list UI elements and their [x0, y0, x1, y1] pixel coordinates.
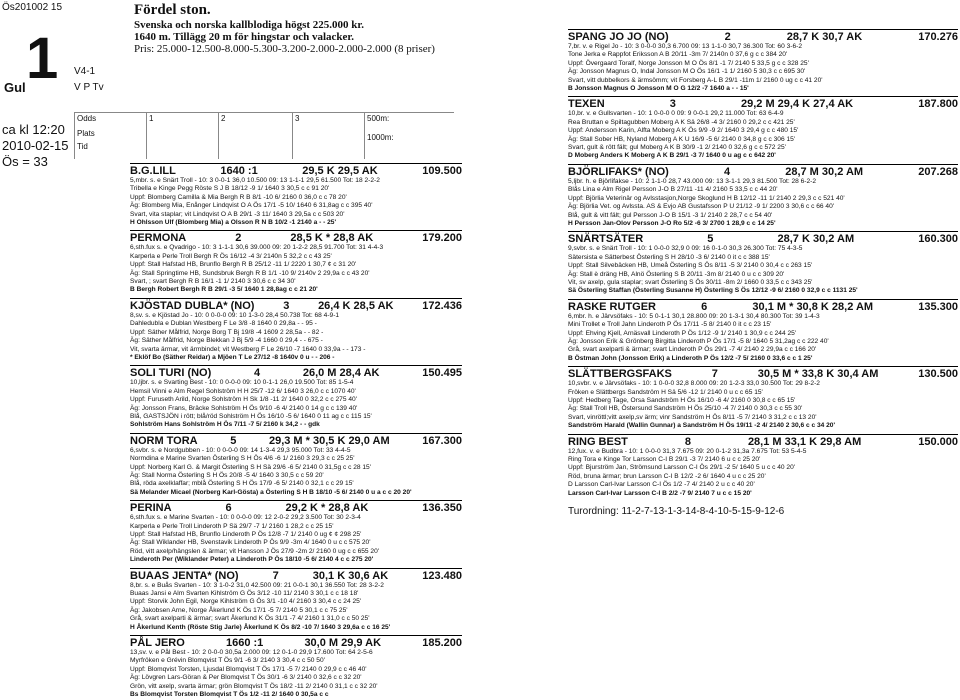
horse-entry	[568, 299, 958, 363]
race-color: Gul	[4, 80, 26, 95]
horse-name: RASKE RUTGER	[568, 300, 657, 313]
horse-earnings: 185.200	[422, 637, 462, 650]
horse-earnings: 207.268	[918, 165, 958, 178]
horse-record: 30,5 M * 33,8 K 30,4 AM	[757, 368, 879, 381]
race-header	[134, 2, 454, 55]
horse-entry	[568, 96, 958, 160]
horse-odds: 2	[724, 31, 731, 43]
horse-line: Äg: Stall Springtime HB, Sundsbruk Bergh R B 1/1 -10 9/ 2140v 2 29,9a c c 43 20'	[130, 269, 370, 277]
horse-earnings: 187.800	[918, 98, 958, 111]
horse-line: Blå, GASTSJÖN i rött; blå/röd Sohlström H Ös 16/10 -5 6/ 1640 0 11 ag c c 115 15'	[130, 412, 372, 420]
horse-line: Svart, ; svart Bergh R B 16/1 -1 1/ 2140 3 30,6 c c 34 30'	[130, 278, 296, 286]
horse-line: Uppf: Bjurström Jan, Strömsund Larsson C-I Ös 29/1 -2 5/ 1640 5 u c c 40 20'	[568, 464, 796, 472]
horse-line: Normdina e Marine Svarten Österling S H Ös 4/6 -6 1/ 2160 3 29,3 c c 25 25'	[130, 455, 355, 463]
turordning: Turordning: 11-2-7-13-1-3-14-8-4-10-5-15-9-12-6	[568, 506, 785, 517]
horse-line: Uppf: Hedberg Tage, Orsa Sandström H Ös 16/10 -6 4/ 2160 0 30,8 c c 65 15'	[568, 397, 796, 404]
horse-header	[130, 500, 462, 514]
horse-record: 29,2 K * 28,8 AK	[285, 502, 369, 515]
horse-line: 5,mbr. s. e Snärt Troll - 10: 3 0-0-1 36,0 10.500 09: 13 1-1-1 29,5 61.500 Tot: 18 2-2-2	[130, 177, 380, 184]
horse-header	[130, 635, 462, 649]
horse-line: B Bergh Robert Bergh R B 29/1 -3 5/ 1640 1 28,8ag c c 21 20'	[130, 286, 318, 294]
horse-line: Svart, vita staplar; vit Lindqvist O A B 29/1 -3 11/ 1640 3 29,5a c c 503 20'	[130, 210, 345, 218]
horse-header	[568, 96, 958, 110]
horse-name: BUAAS JENTA* (NO)	[130, 569, 239, 582]
plats-label: Plats	[77, 129, 95, 138]
v4-label: V4-1	[74, 66, 96, 77]
horse-odds: 2	[235, 232, 242, 245]
horse-header	[568, 164, 958, 178]
horse-entry	[568, 29, 958, 93]
horse-odds: 5	[707, 233, 714, 246]
horse-line: Mini Trollet e Troll Jahn Linderoth P Ös 17/11 -5 8/ 2140 0 it c c 23 15'	[568, 321, 772, 329]
horse-line: Sätersista e Sätterbest Österling S H 28/10 -3 6/ 2140 0 it c c 388 15'	[568, 253, 770, 261]
horse-odds: 5	[230, 434, 237, 447]
horse-earnings: 170.276	[918, 31, 958, 43]
horse-line: * Eklöf Bo (Säther Reidar) a Mjöen T Le 27/12 -8 1640v 0 u - - 206 -	[130, 353, 335, 361]
horse-line: Äg: Blomberg Mia, Enånger Lindqvist O A Ös 17/1 -5 10/ 1640 6 31,8ag c c 395 40'	[130, 202, 373, 210]
horse-record: 26,0 M 28,4 AK	[302, 367, 380, 380]
horse-line: Grön, vitt axelp, svarta ärmar; grön Blomqvist T Ös 18/2 -11 2/ 2140 0 31,1 c c 32 20'	[130, 682, 378, 690]
vptv-label: V P Tv	[74, 82, 104, 93]
horse-entry	[568, 231, 958, 295]
horse-line: 5,ljbr. h. e Björlifakse - 10: 2 1-1-0 28,7 43.000 09: 13 3-1-1 29,3 81.500 Tot: 28 6-2-2	[568, 177, 817, 185]
horse-line: Äg: Jonsson Erik & Grönberg Birgitta Linderoth P Ös 17/1 -5 8/ 1640 5 31,2ag c c 222 40'	[568, 337, 829, 345]
race-prizes: Pris: 25.000-12.500-8.000-5.300-3.200-2.000-2.000-2.000 (8 priser)	[134, 43, 435, 55]
horse-entry	[568, 434, 958, 498]
horse-line: Äg: Björlia Vet. og Avlssta. AS & Evjo AB Gustafsson P U 21/12 -9 1/ 2200 3 30,6 c c 66 40'	[568, 203, 835, 211]
horse-line: Röd, vitt axelp/hängslen & ärmar; vit Hansson J Ös 27/9 -2m 2/ 2160 0 ug c c 655 20'	[130, 547, 380, 555]
horse-entry	[130, 433, 462, 497]
horse-line: Äg: Jonsson Frans, Bräcke Sohlström H Ös 9/10 -6 4/ 2140 0 14 g c c 139 40'	[130, 404, 358, 412]
horse-line: 10,br. v. e Gullsvarten - 10: 1 0-0-0 0 09: 9 0-0-1 29,2 11.000 Tot: 63 6-4-9	[568, 110, 784, 118]
race-date: 2010-02-15	[2, 138, 69, 153]
race-time: ca kl 12:20	[2, 122, 65, 137]
horse-odds: 4	[254, 367, 261, 380]
horse-line: Grå, svart axelparti & ärmar; svart Åkerlund K Ös 31/1 -7 4/ 2160 1 31,0 c c 50 25'	[130, 615, 370, 623]
page-number: Ös201002 15	[2, 2, 63, 13]
horse-line: Hemsil Vinni e Alm Regel Sohlström H H 25/7 -12 6/ 1640 3 26,0 c c 1070 40'	[130, 387, 356, 395]
horse-line: Uppf: Blomberg Camilla & Mia Bergh R B 8/1 -10 6/ 2160 0 36,0 c c 78 20'	[130, 193, 347, 201]
horse-name: RING BEST	[568, 435, 628, 448]
horse-name: TEXEN	[568, 98, 605, 111]
horse-header	[130, 433, 462, 447]
grid-labels	[74, 113, 146, 159]
horse-line: Svart, vitt dubbelkors & ärmsömm; vit Forsberg A-L B 29/1 -11m 1/ 2160 0 ug c c 41 20'	[568, 76, 823, 84]
horse-line: Svart, gult & rött fält; gul Moberg A K B 30/9 -1 2/ 2140 0 32,6 g c c 572 25'	[568, 144, 786, 152]
race-distance: 1640 m. Tillägg 20 m för hingstar och valacker.	[134, 31, 355, 43]
horse-line: Karperla e Perle Troll Bergh R Ös 16/12 -4 3/ 2140n 5 32,2 c c 43 25'	[130, 252, 332, 260]
horse-earnings: 123.480	[422, 569, 462, 582]
horse-line: Larsson Carl-Ivar Larsson C-I B 2/2 -7 9/ 2140 7 u c c 15 20'	[568, 489, 752, 497]
horse-record: 28,5 K * 28,8 AK	[290, 232, 374, 245]
horse-record: 28,7 K 30,2 AM	[777, 233, 855, 246]
race-number: 1	[26, 26, 59, 91]
horse-line: Äg: Stall Sober HB, Nyland Moberg A K U 16/9 -5 6/ 2140 0 34,8 g c c 306 15'	[568, 135, 796, 143]
horse-line: 6,sth.fux s. e Qvadrigo - 10: 3 1-1-1 30,6 39.000 09: 20 1-2-2 28,5 91.700 Tot: 31 4-4-3	[130, 244, 384, 252]
horse-line: 7,br. v. e Rigel Jo - 10: 3 0-0-0 30,3 6.700 09: 13 1-1-0 30,7 36.300 Tot: 60 3-6-2	[568, 43, 802, 50]
horse-line: H Åkerlund Kenth (Röste Stig Jarle) Åkerlund K Ös 8/2 -10 7/ 1640 3 29,6a c c 16 25'	[130, 623, 391, 631]
horse-name: SPANG JO JO (NO)	[568, 31, 669, 43]
horse-entry	[130, 635, 462, 699]
horse-line: Dahledubla e Dublan Westberg F Le 3/8 -8 1640 0 29,8a - - 95 -	[130, 320, 317, 328]
horse-header	[568, 434, 958, 448]
horse-line: Röd, bruna ärmar; brun Larsson C-I B 12/2 -2 6/ 1640 4 u c c 25 20'	[568, 472, 766, 480]
horse-line: Äg: Stall Troll HB, Östersund Sandström H Ös 25/10 -4 7/ 2140 0 30,3 c c 55 30'	[568, 405, 803, 413]
horse-line: 10,svbr. v. e Järvsöfaks - 10: 1 0-0-0 32,8 8.000 09: 20 1-2-3 33,0 30.500 Tot: 29 8-2-2	[568, 380, 820, 388]
horse-line: Uppf: Övergaard Toralf, Norge Jonsson M O Ös 8/1 -1 7/ 2140 5 33,5 g c c 328 25'	[568, 59, 809, 67]
horse-record: 29,5 K 29,5 AK	[302, 165, 378, 177]
horse-line: Äg: Jonsson Magnus O, Indal Jonsson M O Ös 16/1 -1 1/ 2160 5 30,3 c c 695 30'	[568, 68, 806, 76]
horse-line: Sohlström Hans Sohlström H Ös 7/11 -7 5/ 2160 k 34,2 - - gdk	[130, 421, 320, 429]
horse-earnings: 109.500	[422, 165, 462, 177]
horse-odds: 4	[723, 165, 731, 178]
horse-line: Linderoth Per (Wiklander Peter) a Linderoth P Ös 18/10 -5 6/ 2140 4 c c 275 20'	[130, 556, 374, 564]
horse-line: Uppf: Säther Målfrid, Norge Borg T Bj 19/8 -4 1609 2 28,5a - - 82 -	[130, 328, 324, 336]
horse-odds: 8	[684, 435, 691, 448]
horse-name: SNÄRTSÄTER	[568, 233, 644, 246]
horse-odds: 1640 :1	[220, 165, 258, 177]
race-info	[2, 122, 69, 170]
horse-line: Uppf: Furuseth Arild, Norge Sohlström H Sk 1/8 -11 2/ 1640 0 32,2 c c 275 40'	[130, 396, 357, 404]
horse-line: Karperla e Perle Troll Linderoth P Sä 29/7 -7 1/ 2160 1 28,2 c c 25 15'	[130, 522, 334, 530]
horse-line: Äg: Lövgren Lars-Göran & Per Blomqvist T Ös 30/1 -6 3/ 2140 0 32,6 c c 32 20'	[130, 674, 362, 682]
horse-odds: 7	[711, 368, 718, 381]
horse-line: Tribella e Kinge Pegg Röste S J B 18/12 -9 1/ 1640 3 30,5 c c 91 20'	[130, 185, 330, 193]
horse-line: Uppf: Ehving Kjell, Arnäsvall Linderoth P Ös 1/12 -9 1/ 2140 1 30,9 c c 244 25'	[568, 329, 797, 337]
horse-line: Uppf: Stall Hafstad HB, Brunflo Bergh R B 25/12 -11 1/ 2220 1 30,7 ¢ c 31 20'	[130, 261, 357, 269]
horse-earnings: 167.300	[422, 434, 462, 447]
horse-earnings: 172.436	[422, 299, 462, 312]
horse-line: 9,svbr. s. e Snärt Troll - 10: 1 0-0-0 32,9 0 09: 16 0-1-0 30,3 26.300 Tot: 75 4-3-5	[568, 245, 803, 253]
odds-label: Odds	[77, 114, 97, 123]
horse-line: D Moberg Anders K Moberg A K B 29/1 -3 7/ 1640 0 u ag c c 642 20'	[568, 152, 776, 160]
horse-line: Äg: Stall Wiklander HB, Svenstavik Linderoth P Ös 9/9 -3m 4/ 1640 0 u c c 575 20'	[130, 539, 371, 547]
m1000-label: 1000m:	[367, 133, 394, 142]
horse-odds: 6	[225, 502, 232, 515]
horse-line: B Jonsson Magnus O Jonsson M O G 12/2 -7 1640 a - - 15'	[568, 85, 749, 93]
horse-line: Äg: Jakobsen Arne, Norge Åkerlund K Ös 17/1 -5 7/ 2140 5 30,1 c c 75 25'	[130, 606, 348, 614]
horse-line: B Östman John (Jonsson Erik) a Linderoth P Ös 12/2 -7 5/ 2160 0 33,6 c c 1 25'	[568, 354, 813, 362]
horse-odds: 7	[272, 569, 279, 582]
horse-earnings: 150.000	[918, 435, 958, 448]
horse-header	[130, 298, 462, 312]
result-grid	[74, 112, 454, 158]
horse-line: Blå, gult & vitt fält; gul Persson J-O B 15/1 -3 1/ 2140 2 28,7 c c 54 40'	[568, 211, 773, 219]
grid-col-1: 1	[146, 113, 218, 159]
horse-header	[568, 231, 958, 245]
grid-col-times	[364, 113, 454, 159]
horse-header	[130, 230, 462, 244]
horse-line: Grå, svart axelparti & ärmar; svart Linderoth P Ös 29/1 -7 4/ 2140 2 29,9a c c 166 20'	[568, 346, 817, 354]
horse-header	[568, 366, 958, 380]
horse-line: 8,br. s. e Buås Svarten - 10: 3 1-0-2 31,0 42.500 09: 21 0-0-1 30,1 36.550 Tot: 28 3-2-2	[130, 581, 384, 589]
horse-earnings: 150.495	[422, 367, 462, 380]
horse-entry	[130, 163, 462, 227]
horse-header	[568, 299, 958, 313]
horse-earnings: 135.300	[918, 300, 958, 313]
race-title: Fördel ston.	[134, 2, 211, 18]
horse-line: H Persson Jan-Olov Persson J-O Ro 5/2 -6 3/ 2700 1 28,9 c c 14 25'	[568, 219, 776, 227]
horse-line: Uppf: Storvik John Egil, Norge Kihlström G Ös 3/1 -10 4/ 2160 3 30,4 c c 24 25'	[130, 598, 362, 606]
horse-record: 28,7 K 30,7 AK	[786, 31, 863, 43]
horse-odds: 3	[283, 299, 290, 312]
horse-line: Uppf: Andersson Karin, Alfta Moberg A K Ös 9/9 -9 2/ 1640 3 29,4 g c c 480 15'	[568, 127, 799, 135]
horse-earnings: 130.500	[918, 368, 958, 381]
horse-line: Fröken e Slättbergs Sandström H Sä 5/6 -12 1/ 2140 0 u c c 65 15'	[568, 388, 763, 396]
horse-header	[130, 365, 462, 379]
grid-col-3: 3	[292, 113, 364, 159]
horse-name: PÅL JERO	[130, 637, 185, 650]
horse-line: Myrfröken e Grévin Blomqvist T Ös 9/1 -6 3/ 2140 3 30,4 c c 50 50'	[130, 657, 325, 665]
horse-line: Äg: Stall è dräng HB, Alnö Österling S B 20/11 -3m 8/ 2140 0 u c c 309 20'	[568, 270, 785, 278]
horse-earnings: 136.350	[422, 502, 462, 515]
horse-line: Rea Bruttan e Spiltagubben Moberg A K Sä 26/8 -4 3/ 2160 0 29,2 c c 421 25'	[568, 118, 795, 126]
horse-line: Äg: Säther Målfrid, Norge Blekkan J Bj 5/9 -4 1660 0 29,4 - - 675 -	[130, 337, 323, 345]
horse-line: H Ohlsson Ulf (Blomberg Mia) a Olsson R N B 10/2 -1 2140 a - - 25'	[130, 219, 337, 227]
horse-name: KJÖSTAD DUBLA* (NO)	[130, 299, 255, 312]
horse-line: Svart, vinröttl;vitt axelp,sv ärm; vinr Sandström H Ös 8/11 -5 7/ 2140 3 31,2 c c 13 20'	[568, 413, 817, 421]
horse-header	[130, 568, 462, 582]
race-conditions: Svenska och norska kallblodiga högst 225.000 kr.	[134, 19, 365, 31]
grid-col-2: 2	[218, 113, 292, 159]
horse-entry	[568, 366, 958, 430]
horse-line: 6,sth.fux s. e Marine Svarten - 10: 0 0-0-0 09: 12 2-0-2 29,2 3.500 Tot: 30 2-3-4	[130, 514, 361, 522]
horse-name: PERMONA	[130, 232, 187, 245]
m500-label: 500m:	[367, 114, 390, 123]
horse-name: B.G.LILL	[130, 165, 176, 177]
horse-line: 6,svbr. s. e Nordgubben - 10: 0 0-0-0 09: 14 1-3-4 29,3 95.000 Tot: 33 4-4-5	[130, 446, 351, 454]
horse-earnings: 160.300	[918, 233, 958, 246]
horse-entry	[130, 298, 462, 362]
horse-line: Uppf: Björlia Veterinär og Avlsstasjon,Norge Skoglund H B 12/12 -11 1/ 2140 2 29,3 c c 521 40'	[568, 194, 845, 202]
left-column	[130, 160, 462, 700]
horse-odds: 1660 :1	[225, 637, 264, 650]
horse-name: PERINA	[130, 502, 172, 515]
horse-entry	[130, 500, 462, 564]
horse-line: Vit, svarta ärmar, vit ärmbindel; vit Westberg F Le 26/10 -7 1640 0 33,9a - - 173 -	[130, 345, 366, 353]
horse-line: D Larsson Carl-Ivar Larsson C-I Ös 1/2 -7 4/ 2140 2 u c c 40 20'	[568, 481, 755, 489]
horse-record: 29,3 M * 30,5 K 29,0 AM	[268, 434, 390, 447]
horse-line: 13,sv. v. e Pål Best - 10: 2 0-0-0 30,5a 2.000 09: 12 0-1-0 29,9 17.600 Tot: 64 2-5-6	[130, 649, 373, 657]
horse-line: Sandström Harald (Wallin Gunnar) a Sandström H Ös 19/11 -2 4/ 2140 2 30,6 c c 34 20'	[568, 422, 836, 430]
horse-earnings: 179.200	[422, 232, 462, 245]
horse-name: BJÖRLIFAKS* (NO)	[568, 165, 669, 178]
horse-name: NORM TORA	[130, 434, 198, 447]
horse-name: SOLI TURI (NO)	[130, 367, 212, 380]
race-os: Ös = 33	[2, 154, 48, 169]
horse-line: Tone Jerka e Rappfot Eriksson A B 20/11 -3m 7/ 2140n 0 37,6 g c c 384 20'	[568, 51, 788, 59]
horse-line: Uppf: Stall Silvebäcken HB, Umeå Österling S Ös 8/11 -5 3/ 2140 0 30,4 c c 263 15'	[568, 262, 813, 270]
horse-record: 29,2 M 29,4 K 27,4 AK	[741, 98, 854, 111]
horse-line: Uppf: Blomqvist Torsten, Ljusdal Blomqvist T Ös 17/1 -5 7/ 2140 0 29,9 c c 46 40'	[130, 665, 367, 673]
horse-line: Uppf: Norberg Karl G. & Margit Österling S H Sä 29/6 -6 5/ 2140 0 31,5g c c 28 15'	[130, 463, 371, 471]
horse-header	[568, 29, 958, 43]
horse-entry	[130, 568, 462, 632]
horse-line: 8,sv. s. e Kjöstad Jo - 10: 0 0-0-0 09: 10 1-3-0 28,4 50.738 Tot: 68 4-9-1	[130, 311, 340, 319]
right-column	[568, 26, 958, 498]
horse-header	[130, 163, 462, 177]
horse-line: Sä Österling Staffan (Österling Susanne H) Österling S Ös 12/12 -9 6/ 2160 0 32,9 c c 1131 25'	[568, 287, 858, 295]
horse-entry	[568, 164, 958, 228]
horse-line: Blå, röda axelklaffar; mblå Österling S H Ös 17/9 -6 5/ 2140 0 32,1 c c 29 15'	[130, 480, 354, 488]
horse-record: 30,1 M * 30,8 K 28,2 AM	[752, 300, 874, 313]
horse-line: Sä Melander Micael (Norberg Karl-Gösta) a Österling S H B 18/10 -5 6/ 2140 0 u a c c 20 20'	[130, 488, 412, 496]
horse-line: 12,fux. v. e Budbra - 10: 1 0-0-0 31,3 7.675 09: 20 0-1-2 31,3a 7.675 Tot: 53 5-4-5	[568, 447, 807, 455]
tid-label: Tid	[77, 142, 88, 151]
horse-record: 26,4 K 28,5 AK	[318, 299, 394, 312]
horse-odds: 6	[701, 300, 708, 313]
horse-line: Buaas Jansi e Alm Svarten Kihlström G Ös 3/12 -10 11/ 2140 3 30,1 c c 18 18'	[130, 590, 359, 598]
horse-line: 10,ljbr. s. e Svarting Best - 10: 0 0-0-0 09: 10 0-1-1 26,0 19.500 Tot: 85 1-5-4	[130, 379, 354, 387]
horse-line: Uppf: Stall Hafstad HB, Brunflo Linderoth P Ös 12/8 -7 1/ 2140 0 ug ¢ ¢ 298 25'	[130, 531, 362, 538]
horse-entry	[130, 365, 462, 429]
horse-line: Ring Tora e Kinge Tor Larsson C-I B 29/1 -3 7/ 2140 6 u c c 25 20'	[568, 456, 761, 464]
horse-record: 30,1 K 30,6 AK	[312, 569, 389, 582]
horse-line: Blås Lina e Alm Rigel Persson J-O B 27/11 -11 4/ 2160 5 33,5 c c 44 20'	[568, 186, 778, 194]
horse-line: Vit, sv axelp, gula staplar; svart Österling S Ös 30/11 -8m 2/ 1660 0 33,5 c c 343 25'	[568, 278, 813, 286]
horse-name: SLÄTTBERGSFAKS	[568, 368, 672, 381]
horse-line: Bs Blomqvist Torsten Blomqvist T Ös 1/2 -11 2/ 1640 0 30,5a c c	[130, 691, 329, 699]
horse-record: 30,0 M 29,9 AK	[304, 637, 382, 650]
horse-record: 28,7 M 30,2 AM	[785, 165, 864, 178]
horse-line: 6,mbr. h. e Järvsöfaks - 10: 5 0-1-1 30,1 28.800 09: 20 1-3-1 30,4 80.300 Tot: 39 1-4-3	[568, 312, 820, 320]
horse-record: 28,1 M 33,1 K 29,8 AM	[747, 435, 862, 448]
horse-odds: 3	[669, 98, 676, 111]
horse-line: Äg: Stall Norma Österling S H Ös 20/8 -5 4/ 1640 3 30,5 c c 59 20'	[130, 471, 324, 479]
horse-entry	[130, 230, 462, 294]
